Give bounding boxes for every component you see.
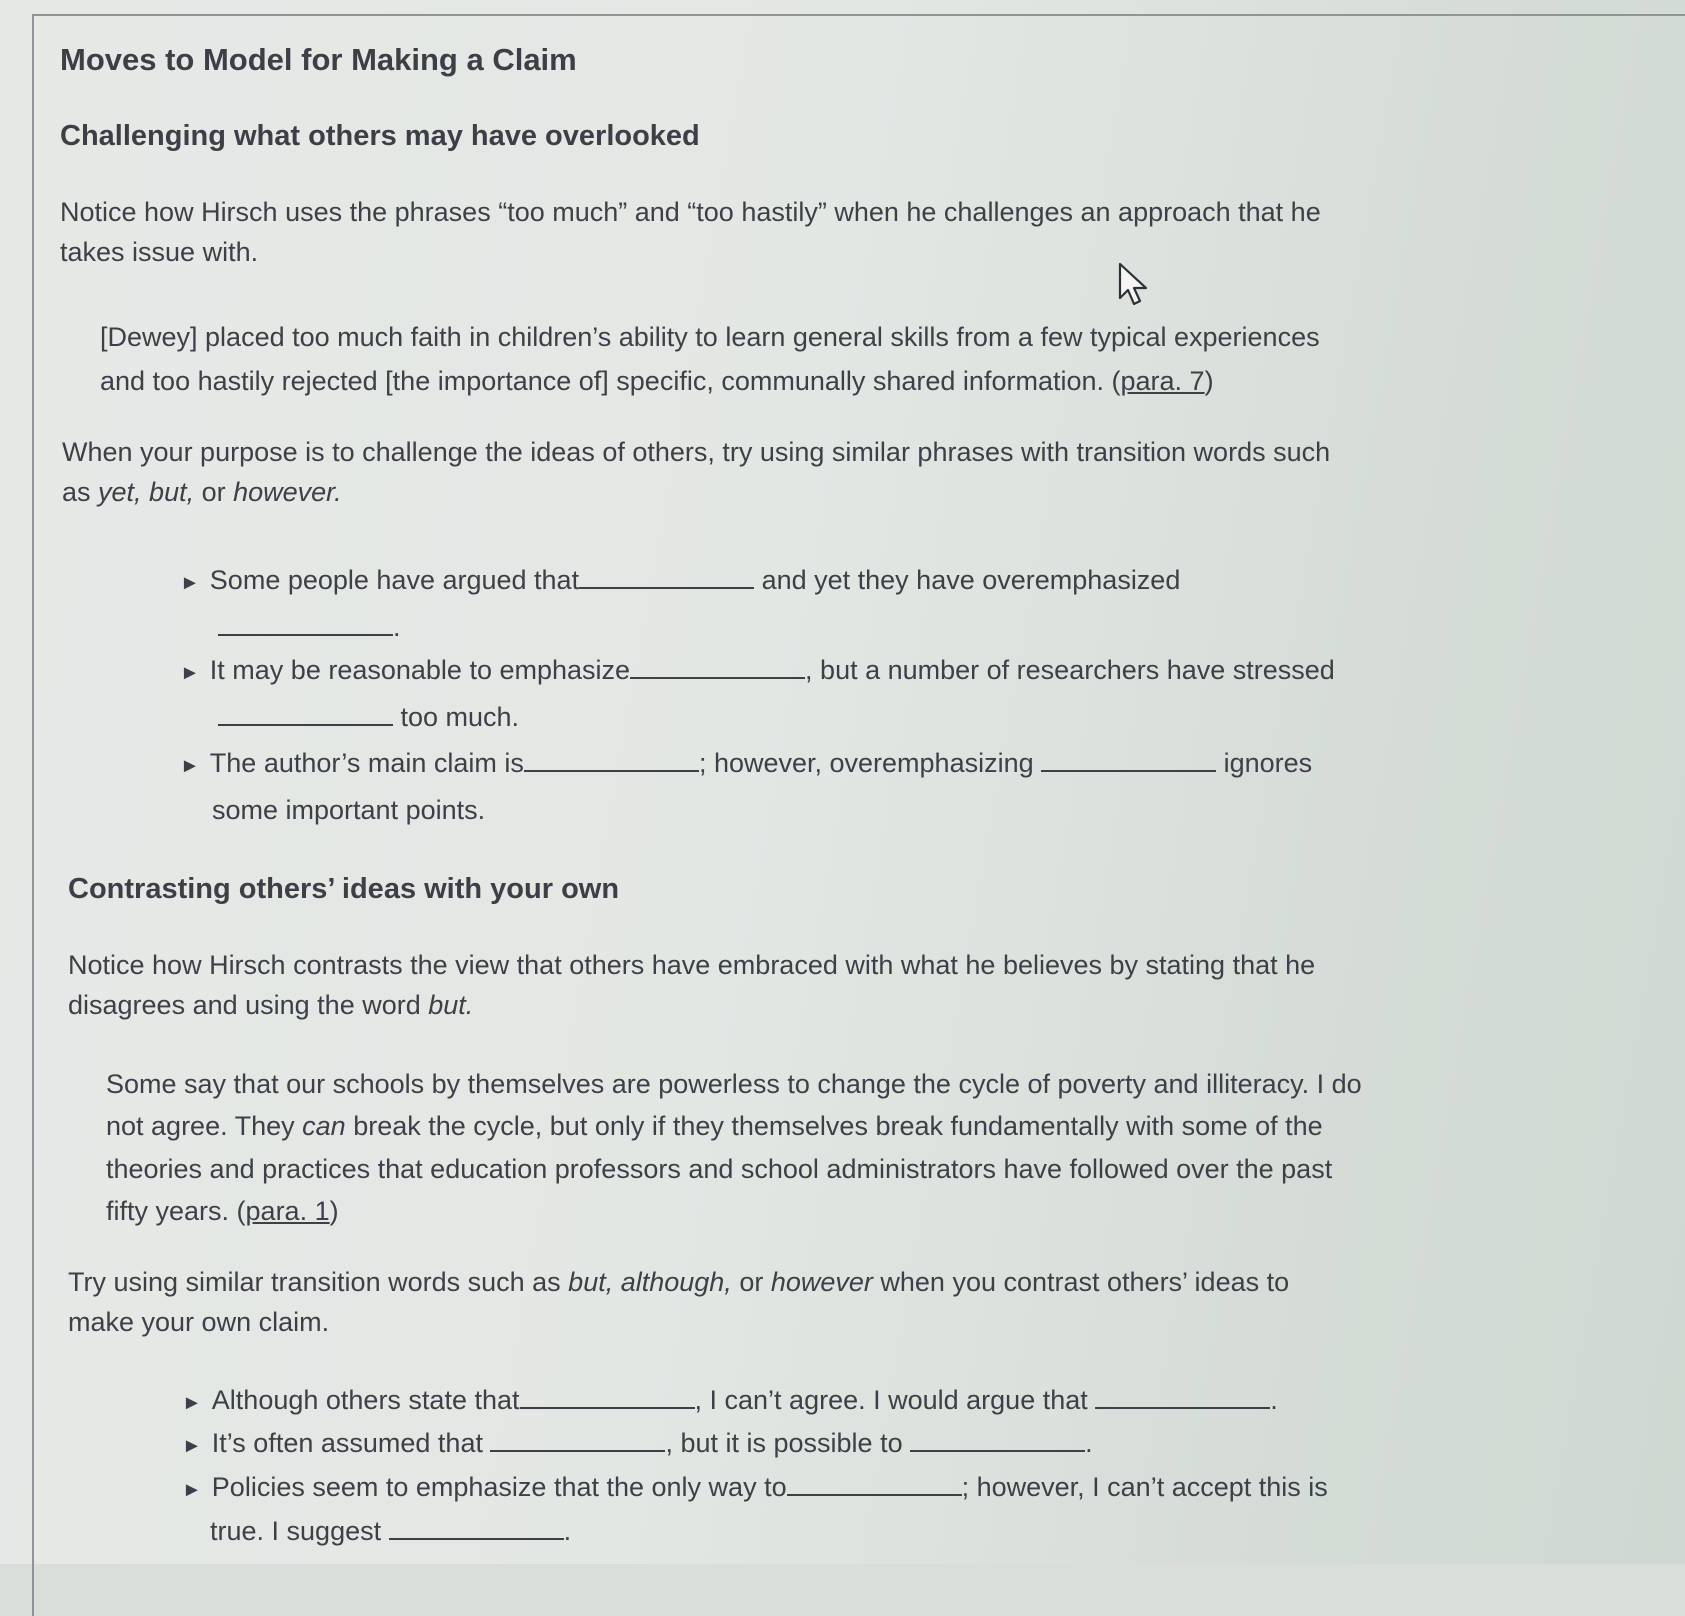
template-text: , but a number of researchers have stressed — [805, 655, 1335, 685]
blank-field — [787, 1493, 962, 1496]
template-text: ; however, overemphasizing — [698, 748, 1042, 778]
triangle-right-icon: ► — [182, 1392, 202, 1414]
template-item-4 — [182, 1385, 1278, 1416]
triangle-right-icon: ► — [182, 1479, 202, 1501]
section1-quote-line1: [Dewey] placed too much faith in children’s ability to learn general skills from a few typical experiences — [100, 322, 1320, 352]
triangle-right-icon: ► — [180, 755, 200, 777]
quote-text: and too hastily rejected [the importance of] specific, communally shared information. ( — [100, 366, 1121, 396]
template-text: ignores — [1216, 748, 1313, 778]
section1-intro-line2: takes issue with. — [60, 237, 259, 267]
section-heading-contrasting: Contrasting others’ ideas with your own — [68, 873, 620, 905]
quote-close: ) — [1204, 366, 1214, 396]
blank-field — [910, 1449, 1085, 1452]
section1-prompt-line2 — [62, 472, 342, 512]
blank-field — [579, 586, 754, 589]
template-text: Some people have argued that — [209, 565, 580, 595]
template-text: Although others state that — [211, 1385, 520, 1415]
template-item-2-cont — [218, 702, 519, 733]
intro-text: disagrees and using the word — [68, 990, 429, 1020]
section1-quote-line2 — [100, 360, 1214, 402]
prompt-italic: but, although, — [568, 1267, 732, 1297]
blank-field — [630, 676, 805, 679]
quote-italic: can — [302, 1111, 346, 1141]
triangle-right-icon: ► — [182, 1435, 202, 1457]
template-text: too much. — [393, 702, 520, 732]
template-text: It may be reasonable to emphasize — [209, 655, 631, 685]
quote-text: fifty years. ( — [106, 1196, 246, 1226]
template-item-6-cont — [210, 1516, 571, 1547]
template-text: Policies seem to emphasize that the only way to — [211, 1472, 787, 1502]
section2-quote-line2 — [106, 1105, 1323, 1147]
section2-intro-line2 — [68, 985, 473, 1025]
template-text: and yet they have overemphasized — [754, 565, 1181, 595]
quote-close: ) — [329, 1196, 339, 1226]
section2-quote-line4 — [106, 1190, 339, 1232]
blank-field — [218, 723, 393, 726]
prompt-text: Try using similar transition words such as — [68, 1267, 569, 1297]
prompt-text: or — [731, 1267, 771, 1297]
template-text: . — [393, 612, 401, 642]
template-text: . — [1270, 1385, 1278, 1415]
template-item-1-cont — [218, 612, 401, 643]
template-text: , I can’t agree. I would argue that — [694, 1385, 1096, 1415]
section2-prompt-line1 — [68, 1262, 1289, 1302]
quote-text: break the cycle, but only if they themselves break fundamentally with some of the — [345, 1111, 1323, 1141]
prompt-italic: however. — [233, 477, 342, 507]
prompt-italic: however — [770, 1267, 873, 1297]
quote-text: not agree. They — [106, 1111, 303, 1141]
section2-intro-line1: Notice how Hirsch contrasts the view that others have embraced with what he believes by stating that he — [68, 950, 1316, 980]
section1-intro-line1: Notice how Hirsch uses the phrases “too much” and “too hastily” when he challenges an approach that he — [60, 197, 1321, 227]
template-text: true. I suggest — [210, 1516, 389, 1546]
section2-quote-line1: Some say that our schools by themselves are powerless to change the cycle of poverty and illiteracy. I do — [106, 1069, 1362, 1099]
section2-quote-line3: theories and practices that education professors and school administrators have followed over the past — [106, 1154, 1333, 1184]
page-title: Moves to Model for Making a Claim — [60, 42, 577, 77]
template-text: . — [563, 1516, 572, 1546]
section-heading-challenging: Challenging what others may have overlooked — [60, 120, 700, 152]
template-item-3-cont: some important points. — [212, 795, 486, 825]
blank-field — [490, 1449, 665, 1452]
blank-field — [524, 769, 699, 772]
template-item-5 — [182, 1428, 1093, 1459]
para-7-link[interactable]: para. 7 — [1120, 366, 1205, 396]
prompt-text: as — [62, 477, 99, 507]
mouse-pointer-icon — [1118, 262, 1150, 308]
prompt-text: or — [194, 477, 234, 507]
blank-field — [520, 1406, 695, 1409]
template-item-6 — [182, 1472, 1328, 1503]
blank-field — [1095, 1406, 1270, 1409]
triangle-right-icon: ► — [180, 662, 200, 684]
blank-field — [1041, 769, 1216, 772]
section1-prompt-line1: When your purpose is to challenge the ideas of others, try using similar phrases with transition words such — [62, 437, 1331, 467]
template-text: It’s often assumed that — [211, 1428, 491, 1458]
template-text: . — [1085, 1428, 1093, 1458]
para-1-link[interactable]: para. 1 — [245, 1196, 330, 1226]
triangle-right-icon: ► — [180, 572, 200, 594]
template-text: , but it is possible to — [665, 1428, 911, 1458]
prompt-italic: yet, but, — [98, 477, 195, 507]
template-text: ; however, I can’t accept this is — [961, 1472, 1328, 1502]
template-text: The author’s main claim is — [209, 748, 524, 778]
template-item-1 — [180, 565, 1180, 596]
intro-italic: but. — [428, 990, 474, 1020]
prompt-text: when you contrast others’ ideas to — [872, 1267, 1290, 1297]
template-item-2 — [180, 655, 1335, 686]
blank-field — [389, 1537, 564, 1540]
blank-field — [218, 633, 393, 636]
template-item-3 — [180, 748, 1312, 779]
section2-prompt-line2: make your own claim. — [68, 1307, 330, 1337]
